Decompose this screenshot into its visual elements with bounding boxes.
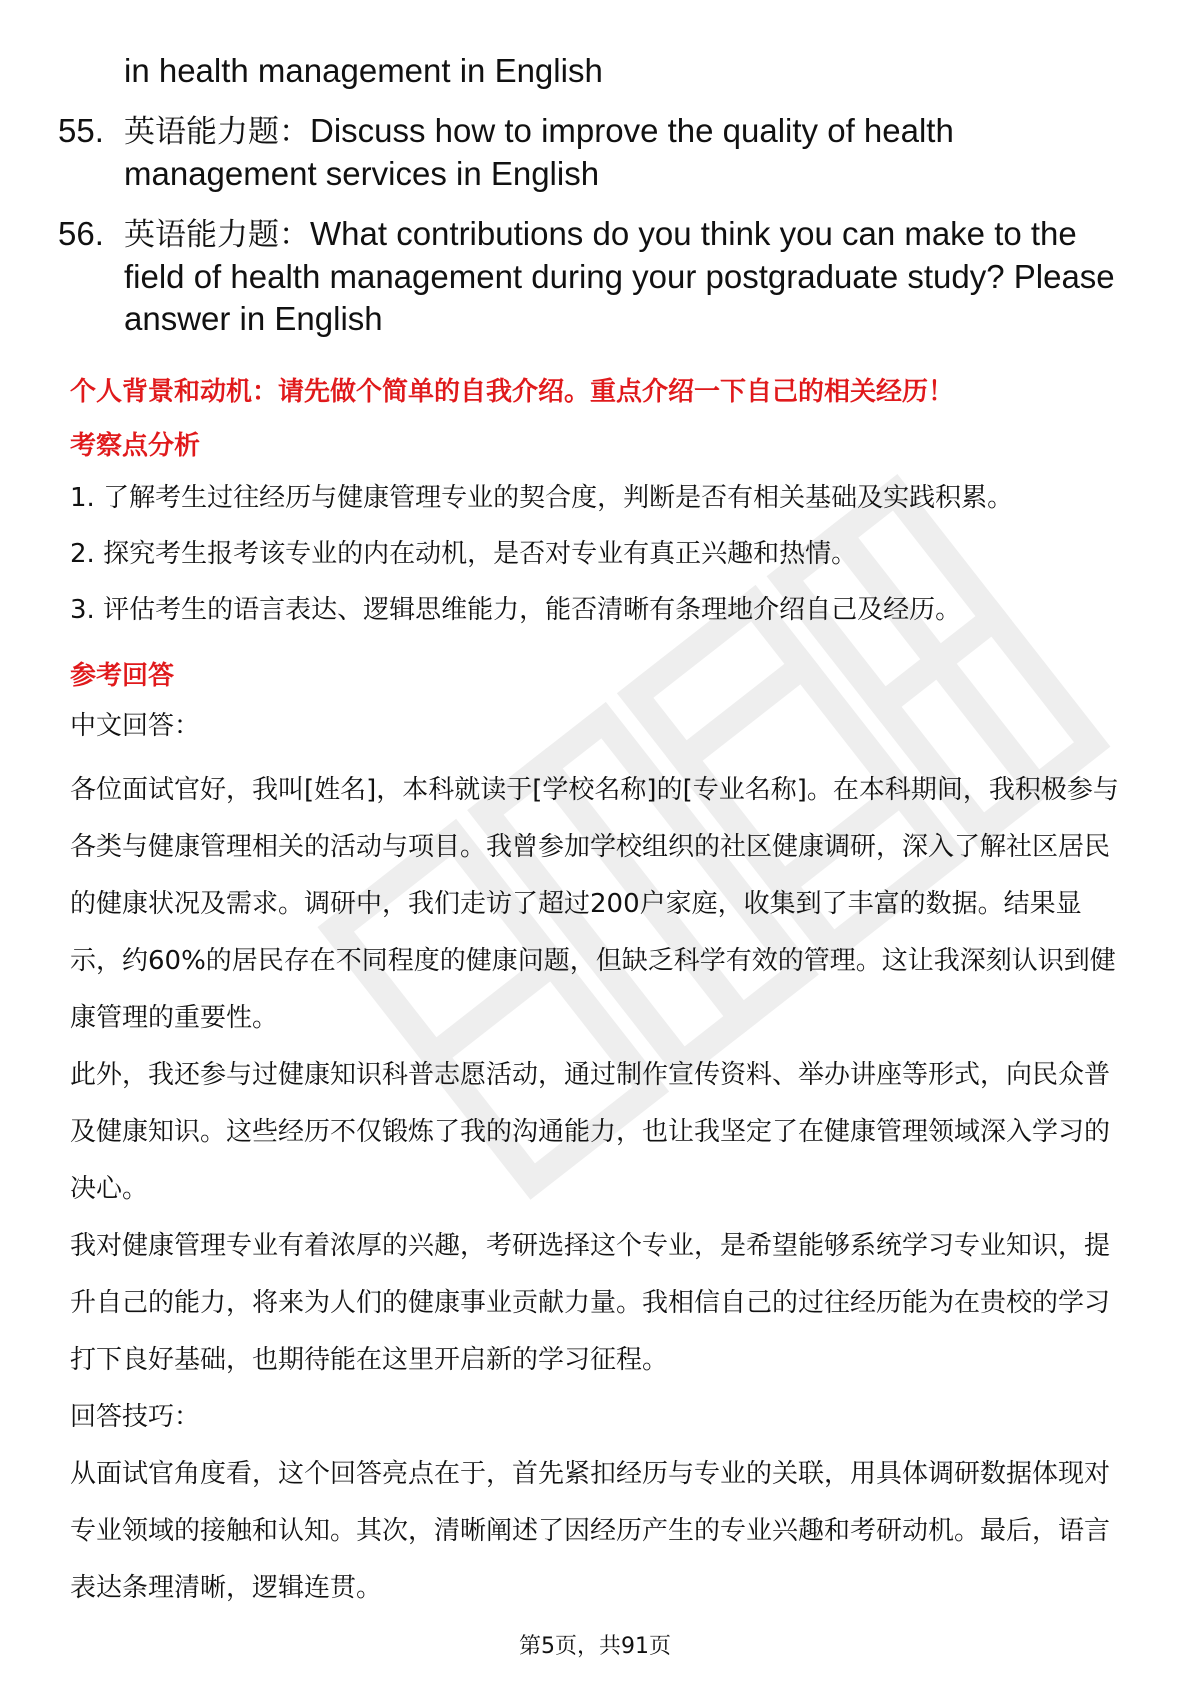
chinese-answer-label: 中文回答：: [70, 711, 201, 741]
question-item: [58, 110, 1138, 195]
question-text: Discuss how to improve the quality of health management services in English: [124, 112, 954, 192]
page-number: 第5页，共91页: [519, 1634, 671, 1659]
question-prefix: 英语能力题：: [124, 114, 310, 150]
question-prefix: 英语能力题：: [124, 217, 310, 253]
analysis-heading: 考察点分析: [70, 431, 201, 461]
answer-paragraph: 此外，我还参与过健康知识科普志愿活动，通过制作宣传资料、举办讲座等形式，向民众普及健康知识。这些经历不仅锻炼了我的沟通能力，也让我坚定了在健康管理领域深入学习的决心。: [70, 1060, 1111, 1204]
analysis-point: 3. 评估考生的语言表达、逻辑思维能力，能否清晰有条理地介绍自己及经历。: [70, 595, 962, 625]
tips-paragraph: 从面试官角度看，这个回答亮点在于，首先紧扣经历与专业的关联，用具体调研数据体现对专业领域的接触和认知。其次，清晰阐述了因经历产生的专业兴趣和考研动机。最后，语言表达条理清晰，逻辑连贯。: [70, 1459, 1111, 1603]
answer-paragraph: 各位面试官好，我叫[姓名]，本科就读于[学校名称]的[专业名称]。在本科期间，我积极参与各类与健康管理相关的活动与项目。我曾参加学校组织的社区健康调研，深入了解社区居民的健康状况及需求。调研中，我们走访了超过200户家庭，收集到了丰富的数据。结果显示，约60%的居民存在不同程度的健康问题，但缺乏科学有效的管理。这让我深刻认识到健康管理的重要性。: [70, 775, 1119, 1033]
tips-label: 回答技巧：: [70, 1402, 201, 1432]
question-continuation: in health management in English: [124, 52, 603, 89]
answer-paragraph: 我对健康管理专业有着浓厚的兴趣，考研选择这个专业，是希望能够系统学习专业知识，提升自己的能力，将来为人们的健康事业贡献力量。我相信自己的过往经历能为在贵校的学习打下良好基础，也期待能在这里开启新的学习征程。: [70, 1231, 1111, 1375]
question-number: 56.: [58, 215, 104, 252]
section-content: [70, 372, 1130, 1617]
question-number: 55.: [58, 112, 104, 149]
analysis-point: 2. 探究考生报考该专业的内在动机，是否对专业有真正兴趣和热情。: [70, 539, 858, 569]
question-text: What contributions do you think you can make to the field of health management during your postgraduate study? Please answer in English: [124, 215, 1115, 337]
section-title: 个人背景和动机：请先做个简单的自我介绍。重点介绍一下自己的相关经历！: [70, 377, 955, 407]
reference-heading: 参考回答: [70, 661, 175, 691]
question-item: [58, 213, 1138, 340]
question-body: [124, 213, 1138, 340]
question-body: [124, 110, 1138, 195]
analysis-point: 1. 了解考生过往经历与健康管理专业的契合度，判断是否有相关基础及实践积累。: [70, 483, 1014, 513]
question-list: [58, 50, 1138, 358]
